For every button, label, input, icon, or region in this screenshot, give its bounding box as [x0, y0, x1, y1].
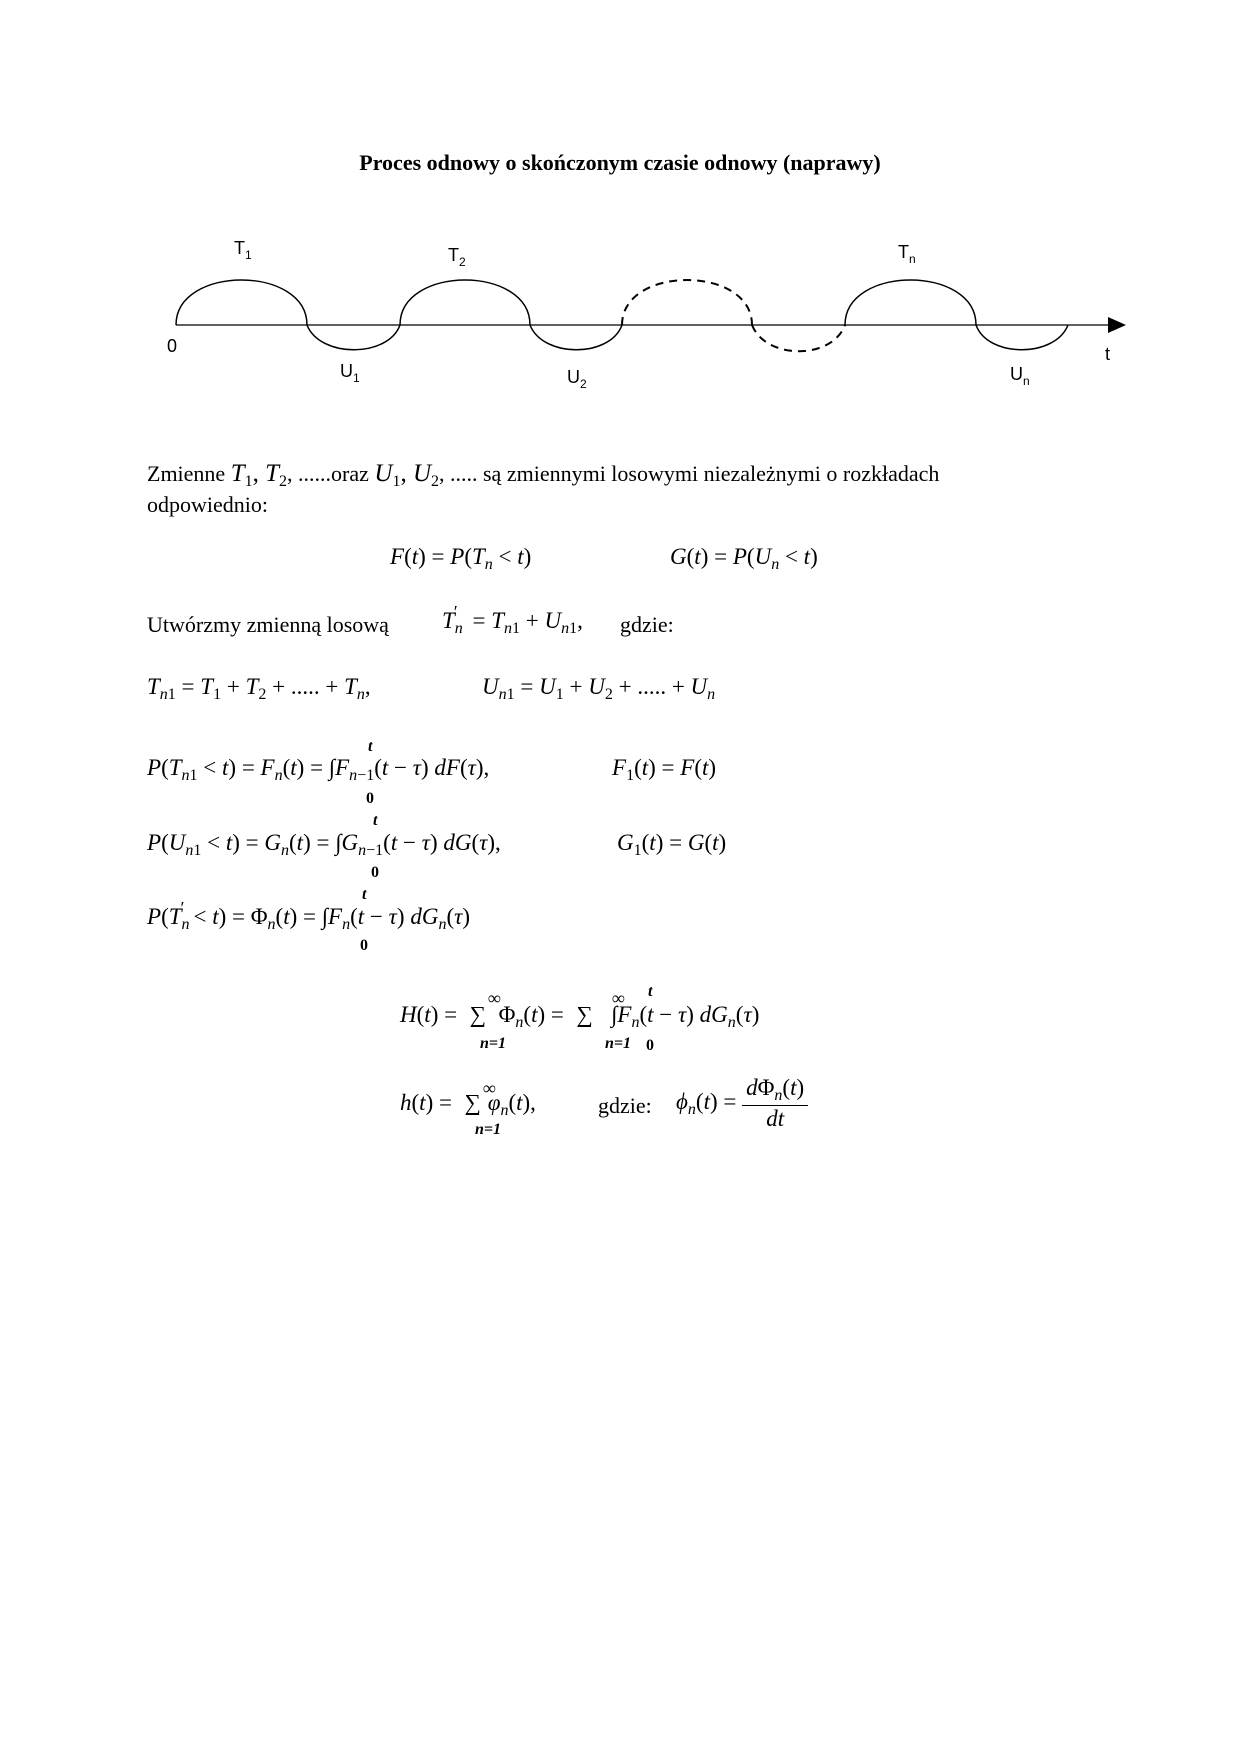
- sum-upper-1: ∞: [488, 988, 501, 1008]
- gdzie-label-2: gdzie:: [598, 1093, 652, 1118]
- axis-arrowhead: [1108, 317, 1126, 333]
- arc-un: [976, 325, 1068, 350]
- label-u2: $U_2$: [567, 367, 587, 391]
- paragraph-suffix: , ..... są zmiennymi losowymi niezależnymi o rozkładach: [439, 461, 940, 486]
- origin-label: 0: [167, 336, 178, 356]
- integral-lower-1: 0: [366, 790, 374, 807]
- integral-upper-1: t: [368, 738, 373, 755]
- arc-dashed-lower: [752, 325, 845, 351]
- formula-h-lower: h(t) = ∑ $\varphi_n(t)$,: [400, 1090, 536, 1119]
- paragraph-middle: , ......oraz: [287, 461, 369, 486]
- paragraph-line2: odpowiednio:: [147, 492, 268, 517]
- page-title: Proces odnowy o skończonym czasie odnowy (naprawy): [359, 150, 881, 175]
- paragraph-prefix: Zmienne: [147, 461, 226, 486]
- formula-tn-prime: $T_n' = T_{n1} + U_{n1}$,: [442, 602, 583, 637]
- label-u1: $U_1$: [340, 361, 360, 385]
- arc-u1: [307, 325, 400, 350]
- arc-t2: [400, 280, 530, 325]
- sum-upper-2: ∞: [612, 988, 625, 1008]
- formula-tn1-sum: $T_{n1} = T_1 + T_2$ + ..... + $T_n$,: [147, 674, 371, 703]
- integral-lower-3: 0: [360, 937, 368, 954]
- formula-g-definition: $G(t) = P(U_n < t)$: [670, 544, 818, 573]
- formula-g1: $G_1(t) = G(t)$: [617, 830, 727, 859]
- formula-un1-sum: $U_{n1} = U_1 + U_2$ + ..... + $U_n$: [482, 674, 716, 703]
- arc-dashed-upper: [622, 280, 752, 325]
- integral-lower-4: 0: [646, 1037, 654, 1054]
- sum-upper-3: ∞: [483, 1078, 496, 1098]
- label-t1: $T_1$: [234, 238, 252, 262]
- formula-p-tn-prime: $P(T_n' < t) = \Phi_n(t) = \int F_n(t - \tau)$ $dG_n(\tau)$: [147, 898, 471, 933]
- formula-p-un1: $P(U_{n1} < t) = G_n(t) = \int G_{n-1}(t - \tau)$ dG(τ),: [147, 830, 501, 859]
- formula-phi-derivative: $\phi_n(t)$ = $\frac{d\Phi_n(t)}{dt}$: [676, 1075, 808, 1132]
- integral-upper-2: t: [373, 812, 378, 829]
- integral-upper-4: t: [648, 983, 653, 1000]
- sum-lower-1: n=1: [480, 1035, 507, 1052]
- formula-f-definition: $F(t) = P(T_n < t)$: [390, 544, 532, 573]
- label-tn: $T_n$: [898, 242, 916, 266]
- arc-t1: [176, 280, 307, 325]
- sum-lower-3: n=1: [475, 1121, 502, 1138]
- axis-t-label: t: [1105, 344, 1111, 364]
- label-un: $U_n$: [1010, 364, 1030, 388]
- label-t2: $T_2$: [448, 245, 466, 269]
- gdzie-label-1: gdzie:: [620, 612, 674, 637]
- sum-lower-2: n=1: [605, 1035, 632, 1052]
- derivative-fraction: $\frac{d\Phi_n(t)}{dt}$: [742, 1075, 808, 1132]
- formula-h: H(t) = ∑ $\Phi_n(t)$ = ∑ $\int F_n(t - \tau)$ $dG_n(\tau)$: [400, 1002, 760, 1031]
- arc-tn: [845, 280, 976, 325]
- integral-lower-2: 0: [371, 864, 379, 881]
- u-variables: $U_1$, $U_2$: [374, 460, 439, 490]
- t-variables: $T_1$, $T_2$: [230, 460, 288, 490]
- formula-p-tn1: $P(T_{n1} < t) = F_n(t) = \int F_{n-1}(t - \tau)$ dF(τ),: [147, 755, 490, 784]
- arc-u2: [530, 325, 622, 350]
- intro-text: Utwórzmy zmienną losową: [147, 612, 389, 637]
- renewal-process-diagram: [0, 230, 1240, 410]
- integral-upper-3: t: [362, 886, 367, 903]
- paragraph-variables: [147, 460, 939, 491]
- formula-f1: $F_1(t) = F(t)$: [612, 755, 717, 784]
